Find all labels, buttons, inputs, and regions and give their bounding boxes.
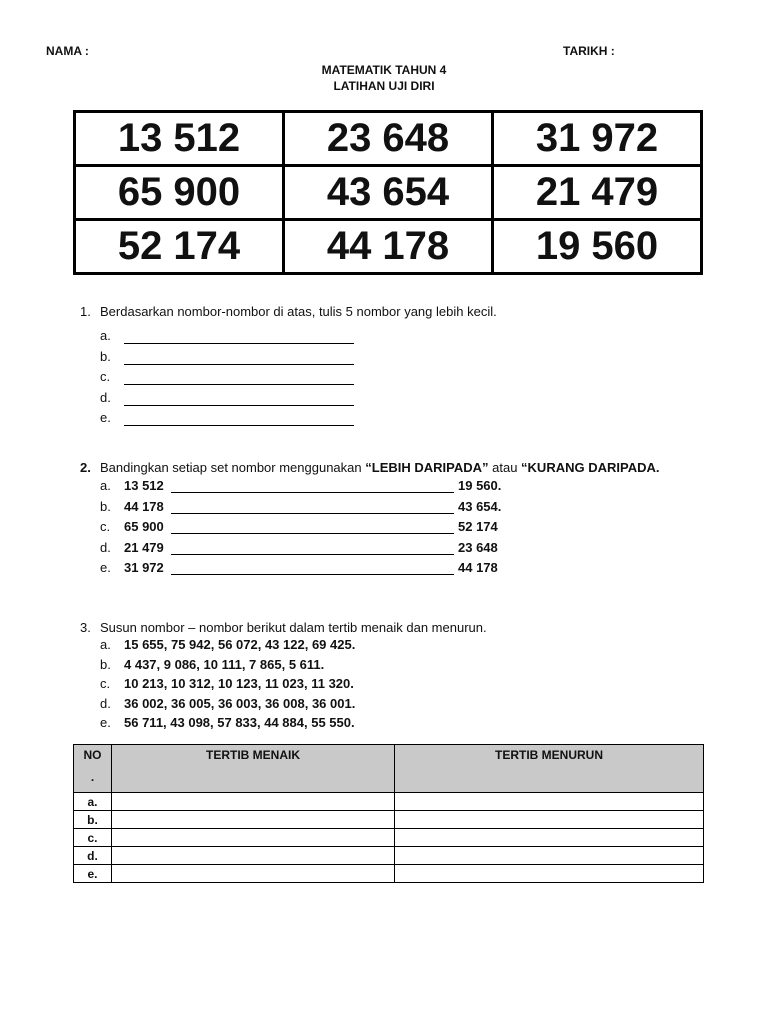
number-cell: 31 972: [493, 112, 702, 166]
item-label: a.: [100, 328, 111, 343]
item-label: d.: [100, 695, 111, 711]
question-1-answers: [80, 326, 740, 429]
row-label: b.: [74, 811, 112, 829]
item-label: b.: [100, 656, 111, 672]
sequence-values: 36 002, 36 005, 36 003, 36 008, 36 001.: [124, 695, 356, 711]
question-1-text: Berdasarkan nombor-nombor di atas, tulis 5 nombor yang lebih kecil.: [100, 304, 497, 319]
number-grid: [73, 110, 703, 275]
compare-left: 21 479: [124, 539, 164, 555]
ascending-cell[interactable]: [112, 811, 395, 829]
question-1: [80, 304, 740, 429]
descending-cell[interactable]: [395, 793, 704, 811]
compare-item: [80, 476, 740, 497]
col-ascending-header: TERTIB MENAIK: [112, 745, 395, 793]
compare-right: 44 178: [458, 560, 498, 575]
compare-left: 44 178: [124, 498, 164, 514]
number-grid-row: [75, 220, 702, 274]
number-grid-row: [75, 112, 702, 166]
answer-table: [73, 744, 704, 883]
ascending-cell[interactable]: [112, 829, 395, 847]
answer-line-item: [80, 347, 740, 368]
row-label: a.: [74, 793, 112, 811]
answer-line-item: [80, 408, 740, 429]
item-label: a.: [100, 637, 111, 652]
descending-cell[interactable]: [395, 811, 704, 829]
compare-right: 23 648: [458, 539, 498, 555]
answer-blank[interactable]: [124, 392, 354, 406]
option-kurang-daripada: “KURANG DARIPADA.: [521, 460, 660, 475]
row-label: d.: [74, 847, 112, 865]
table-row: [74, 829, 704, 847]
compare-right: 19 560.: [458, 478, 502, 493]
item-label: c.: [100, 676, 111, 691]
question-1-stem: [80, 304, 740, 319]
sequence-item: [80, 694, 740, 714]
compare-item: [80, 538, 740, 559]
row-label: c.: [74, 829, 112, 847]
compare-blank[interactable]: [171, 541, 454, 555]
sequence-item: [80, 674, 740, 694]
number-cell: 44 178: [284, 220, 493, 274]
worksheet-subtitle: LATIHAN UJI DIRI: [333, 79, 435, 93]
answer-table-header: [74, 745, 704, 793]
number-cell: 52 174: [75, 220, 284, 274]
number-cell: 13 512: [75, 112, 284, 166]
answer-line-item: [80, 326, 740, 347]
sequence-item: [80, 635, 740, 655]
question-3-items: [80, 635, 740, 733]
ascending-cell[interactable]: [112, 847, 395, 865]
item-label: b.: [100, 498, 111, 514]
sequence-values: 15 655, 75 942, 56 072, 43 122, 69 425.: [124, 637, 356, 652]
number-cell: 65 900: [75, 166, 284, 220]
compare-item: [80, 497, 740, 518]
col-no-line2: .: [90, 770, 95, 784]
ascending-cell[interactable]: [112, 793, 395, 811]
compare-blank[interactable]: [171, 520, 454, 534]
number-grid-row: [75, 166, 702, 220]
question-3-text: Susun nombor – nombor berikut dalam tertib menaik dan menurun.: [100, 620, 487, 635]
item-label: d.: [100, 389, 111, 405]
question-3-stem: [80, 620, 740, 635]
compare-blank[interactable]: [171, 500, 454, 514]
table-row: [74, 865, 704, 883]
descending-cell[interactable]: [395, 829, 704, 847]
question-number: 3.: [80, 620, 91, 635]
question-2-text-prefix: Bandingkan setiap set nombor menggunakan: [100, 460, 366, 475]
sequence-values: 10 213, 10 312, 10 123, 11 023, 11 320.: [124, 676, 354, 691]
compare-item: [80, 517, 740, 538]
compare-right: 52 174: [458, 519, 498, 534]
question-2-items: [80, 476, 740, 579]
answer-line-item: [80, 367, 740, 388]
compare-blank[interactable]: [171, 561, 454, 575]
compare-item: [80, 558, 740, 579]
nama-label: NAMA :: [46, 44, 89, 58]
col-no-line1: NO: [83, 748, 102, 762]
col-descending-header: TERTIB MENURUN: [395, 745, 704, 793]
tarikh-label: TARIKH :: [563, 44, 615, 58]
compare-blank[interactable]: [171, 479, 454, 493]
col-no-header: [74, 745, 112, 793]
answer-line-item: [80, 388, 740, 409]
table-row: [74, 793, 704, 811]
number-cell: 23 648: [284, 112, 493, 166]
answer-blank[interactable]: [124, 371, 354, 385]
row-label: e.: [74, 865, 112, 883]
question-2: [80, 460, 740, 579]
sequence-item: [80, 655, 740, 675]
answer-blank[interactable]: [124, 330, 354, 344]
sequence-item: [80, 713, 740, 733]
option-lebih-daripada: “LEBIH DARIPADA”: [365, 460, 489, 475]
ascending-cell[interactable]: [112, 865, 395, 883]
question-2-stem: [80, 460, 740, 475]
question-number: 1.: [80, 304, 91, 319]
compare-right: 43 654.: [458, 498, 502, 514]
question-number: 2.: [80, 460, 91, 475]
item-label: a.: [100, 478, 111, 493]
table-row: [74, 811, 704, 829]
descending-cell[interactable]: [395, 847, 704, 865]
number-cell: 21 479: [493, 166, 702, 220]
item-label: e.: [100, 410, 111, 425]
descending-cell[interactable]: [395, 865, 704, 883]
item-label: e.: [100, 715, 111, 730]
table-row: [74, 847, 704, 865]
item-label: e.: [100, 560, 111, 575]
compare-left: 31 972: [124, 560, 164, 575]
answer-blank[interactable]: [124, 351, 354, 365]
item-label: d.: [100, 539, 111, 555]
item-label: b.: [100, 348, 111, 364]
question-2-text-mid: atau: [488, 460, 522, 475]
worksheet-title: MATEMATIK TAHUN 4: [321, 63, 447, 77]
number-cell: 19 560: [493, 220, 702, 274]
number-cell: 43 654: [284, 166, 493, 220]
question-3: [80, 620, 740, 733]
sequence-values: 4 437, 9 086, 10 111, 7 865, 5 611.: [124, 656, 325, 672]
item-label: c.: [100, 369, 111, 384]
sequence-values: 56 711, 43 098, 57 833, 44 884, 55 550.: [124, 715, 355, 730]
item-label: c.: [100, 519, 111, 534]
compare-left: 65 900: [124, 519, 164, 534]
compare-left: 13 512: [124, 478, 164, 493]
answer-blank[interactable]: [124, 412, 354, 426]
